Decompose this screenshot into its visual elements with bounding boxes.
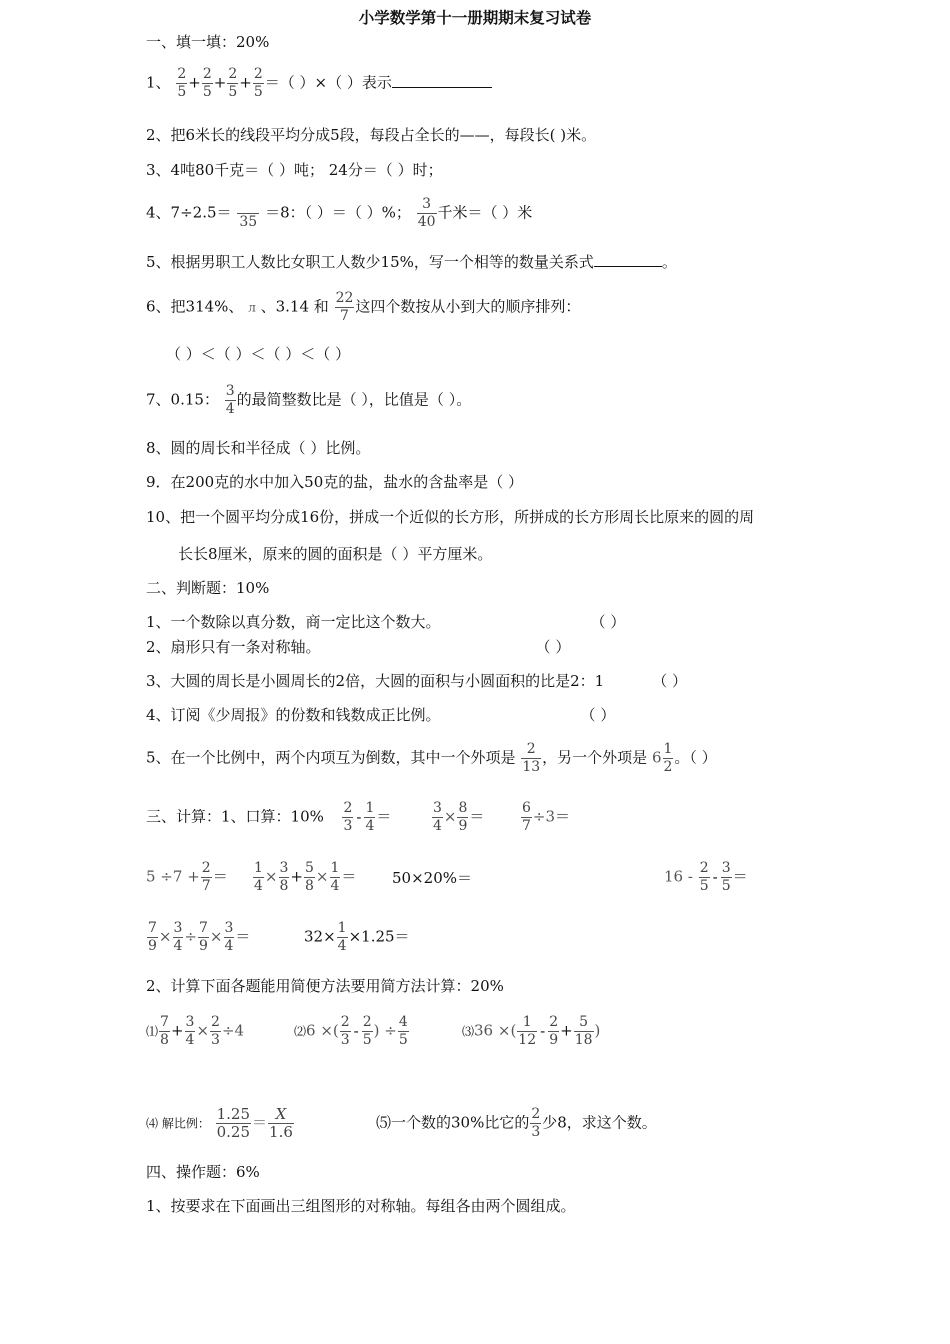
s1-q6: 6、把314%、 л 、3.14 和 $\frac{22}{7}$ 这四个数按从小到大的顺序排列： (146, 290, 581, 324)
s3-row2a: 5 ÷7 + $\frac{2}{7}$ ＝ (146, 860, 228, 894)
s2-q5: 5、在一个比例中，两个内项互为倒数，其中一个外项是 $\frac{2}{13}$ ，另一个外项是 6 $\frac{1}{2}$ 。（ ） (146, 741, 717, 775)
s3-row2c: 50×20%＝ (392, 869, 472, 887)
s1-q10-cont: 长长8厘米，原来的圆的面积是（ ）平方厘米。 (178, 545, 493, 563)
s3-row3b: 32× $\frac{1}{4}$ ×1.25＝ (304, 920, 410, 954)
s3-row3a: $\frac{7}{9}$ × $\frac{3}{4}$ ÷ $\frac{7}{9}$ × $\frac{3}{4}$ ＝ (148, 920, 251, 954)
s3-row1: 三、计算：1、口算：10% $\frac{2}{3}$ - $\frac{1}{4}$ ＝ $\frac{3}{4}$ × $\frac{8}{9}$ ＝ $\frac{6}{7}$ ÷3＝ (146, 800, 571, 834)
s3-p3: ⑶36 ×( $\frac{1}{12}$ - $\frac{2}{9}$ + $\frac{5}{18}$ ) (462, 1014, 601, 1048)
s4-q1: 1、按要求在下面画出三组图形的对称轴。每组各由两个圆组成。 (146, 1197, 576, 1215)
s1-q3: 3、4吨80千克＝（ ）吨； 24分＝（ ）时； (146, 161, 443, 179)
s1-q5: 5、根据男职工人数比女职工人数少15%，写一个相等的数量关系式 。 (146, 253, 677, 271)
s3-p2: ⑵6 ×( $\frac{2}{3}$ - $\frac{2}{5}$ ) ÷ $\frac{4}{5}$ (294, 1014, 408, 1048)
s1-q9: 9．在200克的水中加入50克的盐，盐水的含盐率是（ ） (146, 473, 524, 491)
s1-q2: 2、把6米长的线段平均分成5段，每段占全长的——，每段长( )米。 (146, 126, 597, 144)
section2-heading: 二、判断题：10% (146, 579, 270, 597)
s3-row2d: 16 - $\frac{2}{5}$ - $\frac{3}{5}$ ＝ (664, 860, 748, 894)
s3-row2b: $\frac{1}{4}$ × $\frac{3}{8}$ + $\frac{5}{8}$ × $\frac{1}{4}$ ＝ (254, 860, 357, 894)
s3-p1: ⑴ $\frac{7}{8}$ + $\frac{3}{4}$ × $\frac{2}{3}$ ÷4 (146, 1014, 245, 1048)
s1-q6-blanks: （ ）＜（ ）＜（ ）＜（ ） (166, 345, 351, 363)
s2-q4: 4、订阅《少周报》的份数和钱数成正比例。 （ ） (146, 706, 616, 724)
s2-q3: 3、大圆的周长是小圆周长的2倍，大圆的面积与小圆面积的比是2：1 （ ） (146, 672, 687, 690)
s1-q7: 7、0.15： $\frac{3}{4}$ 的最简整数比是（ ），比值是（ ）。 (146, 383, 472, 417)
s3-p5: ⑸一个数的30%比它的 $\frac{2}{3}$ 少8，求这个数。 (376, 1106, 657, 1140)
section1-heading: 一、填一填：20% (146, 33, 270, 51)
s1-q4: 4、7÷2.5＝ 35 ＝8：（ ）＝（ ）%； $\frac{3}{40}$ 千米＝（ ）米 (146, 196, 533, 230)
s1-q1: 1、 $\frac{2}{5}$ + $\frac{2}{5}$ + $\frac{2}{5}$ + $\frac{2}{5}$ ＝（ ）×（ ）表示 (146, 66, 492, 101)
s1-q8: 8、圆的周长和半径成（ ）比例。 (146, 439, 371, 457)
s2-q1: 1、一个数除以真分数，商一定比这个数大。 （ ） (146, 613, 626, 631)
s3-p4: ⑷ 解比例： $\frac{1.25}{0.25}$ ＝ $\frac{X}{1.6}$ (146, 1105, 293, 1141)
s1-q10: 10、把一个圆平均分成16份，拼成一个近似的长方形，所拼成的长方形周长比原来的圆的周 (146, 508, 755, 526)
section4-heading: 四、操作题：6% (146, 1163, 260, 1181)
section3-heading: 三、计算：1、口算：10% (146, 807, 324, 826)
s2-q2: 2、扇形只有一条对称轴。 （ ） (146, 638, 571, 656)
page-title: 小学数学第十一册期期末复习试卷 (358, 9, 592, 27)
s3-heading2: 2、计算下面各题能用简便方法要用简方法计算：20% (146, 977, 504, 995)
